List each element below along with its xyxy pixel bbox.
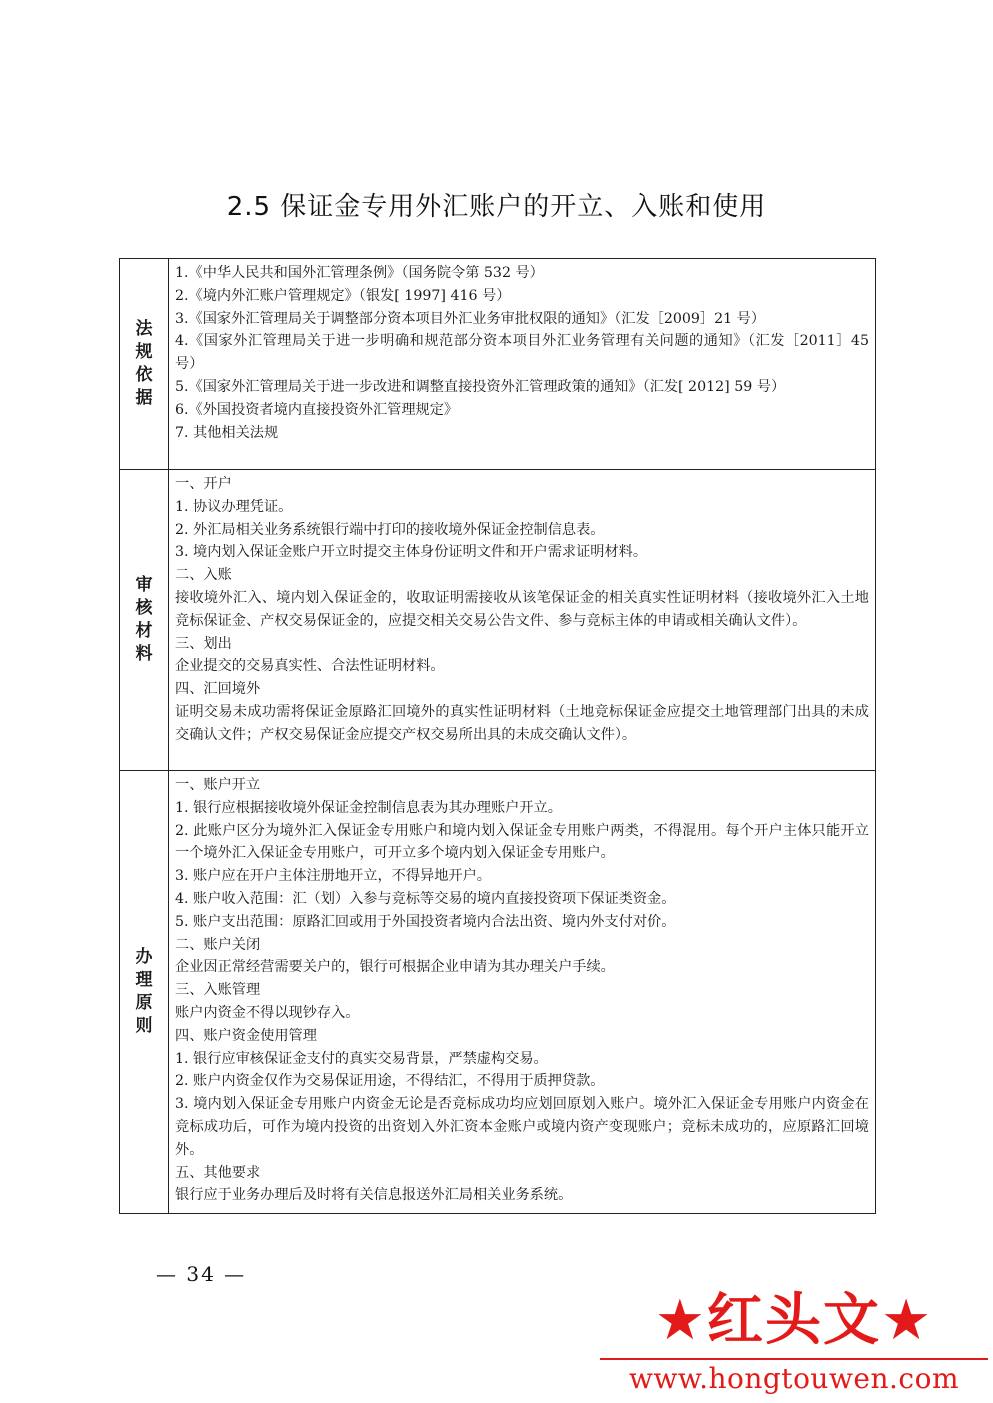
row-label-review-materials: 审核材料 (135, 575, 153, 664)
row-content-legal-basis (169, 259, 876, 470)
section-heading: 五、其他要求 (175, 1164, 261, 1181)
section-heading: 三、划出 (175, 635, 232, 652)
table-row (120, 470, 876, 771)
row-content-review-materials (169, 470, 876, 771)
paragraph: 企业因正常经营需要关户的，银行可根据企业申请为其办理关户手续。 (175, 959, 615, 976)
watermark-url: www.hongtouwen.com (628, 1362, 960, 1395)
list-item: 2. 账户内资金仅作为交易保证用途，不得结汇，不得用于质押贷款。 (175, 1073, 605, 1090)
row-label-cell (120, 259, 169, 470)
list-item: 3. 账户应在开户主体注册地开立，不得异地开户。 (175, 868, 491, 885)
document-title: 2.5 保证金专用外汇账户的开立、入账和使用 (226, 192, 767, 222)
section-heading: 一、账户开立 (175, 777, 261, 793)
list-item: 1. 银行应根据接收境外保证金控制信息表为其办理账户开立。 (175, 799, 562, 816)
paragraph: 银行应于业务办理后及时将有关信息报送外汇局相关业务系统。 (175, 1187, 573, 1204)
watermark-logo (600, 1288, 988, 1400)
watermark-divider (600, 1358, 988, 1360)
list-item: 7. 其他相关法规 (175, 424, 279, 441)
list-item: 2. 此账户区分为境外汇入保证金专用账户和境内划入保证金专用账户两类，不得混用。每个开户主体只能开立一个境外汇入保证金专用账户，可开立多个境内划入保证金专用账户。 (175, 822, 869, 862)
list-item: 3. 境内划入保证金账户开立时提交主体身份证明文件和开户需求证明材料。 (175, 544, 648, 561)
list-item: 6.《外国投资者境内直接投资外汇管理规定》 (175, 401, 459, 418)
list-item: 1. 协议办理凭证。 (175, 498, 293, 515)
section-heading: 三、入账管理 (175, 982, 261, 999)
row-label-handling-principles: 办理原则 (135, 947, 153, 1037)
section-heading: 一、开户 (175, 476, 232, 492)
paragraph: 账户内资金不得以现钞存入。 (175, 1004, 360, 1021)
list-item: 1. 银行应审核保证金支付的真实交易背景，严禁虚构交易。 (175, 1050, 548, 1067)
watermark-brand: ★红头文★ (654, 1288, 934, 1353)
list-item: 4. 账户收入范围：汇（划）入参与竞标等交易的境内直接投资项下保证类资金。 (175, 890, 676, 907)
list-item: 2.《境内外汇账户管理规定》（银发[ 1997] 416 号） (175, 287, 511, 304)
list-item: 5.《国家外汇管理局关于进一步改进和调整直接投资外汇管理政策的通知》（汇发[ 2012] 59 号） (175, 378, 786, 395)
page-number: — 34 — (156, 1262, 247, 1286)
row-label-legal-basis: 法规依据 (135, 319, 153, 408)
paragraph: 企业提交的交易真实性、合法性证明材料。 (175, 658, 445, 675)
section-heading: 四、账户资金使用管理 (175, 1027, 317, 1044)
table-row (120, 259, 876, 470)
row-content-handling-principles (169, 771, 876, 1214)
list-item: 3.《国家外汇管理局关于调整部分资本项目外汇业务审批权限的通知》（汇发［2009］21 号） (175, 310, 766, 327)
section-heading: 二、入账 (175, 567, 232, 584)
list-item: 2. 外汇局相关业务系统银行端中打印的接收境外保证金控制信息表。 (175, 521, 605, 538)
row-label-cell (120, 470, 169, 771)
paragraph: 接收境外汇入、境内划入保证金的，收取证明需接收从该笔保证金的相关真实性证明材料（接收境外汇入土地竞标保证金、产权交易保证金的，应提交相关交易公告文件、参与竞标主体的申请或相关确认文件）。 (175, 589, 869, 629)
section-heading: 二、账户关闭 (175, 936, 261, 953)
row-label-cell (120, 771, 169, 1214)
section-heading: 四、汇回境外 (175, 681, 261, 698)
table-row (120, 771, 876, 1214)
list-item: 4.《国家外汇管理局关于进一步明确和规范部分资本项目外汇业务管理有关问题的通知》（汇发［2011］45 号） (175, 333, 869, 373)
list-item: 5. 账户支出范围：原路汇回或用于外国投资者境内合法出资、境内外支付对价。 (175, 913, 676, 930)
policy-table (119, 258, 876, 1214)
paragraph: 证明交易未成功需将保证金原路汇回境外的真实性证明材料（土地竞标保证金应提交土地管理部门出具的未成交确认文件；产权交易保证金应提交产权交易所出具的未成交确认文件）。 (175, 703, 869, 743)
list-item: 3. 境内划入保证金专用账户内资金无论是否竞标成功均应划回原划入账户。境外汇入保证金专用账户内资金在竞标成功后，可作为境内投资的出资划入外汇资本金账户或境内资产变现账户；竞标未成功的，应原路汇回境外。 (175, 1096, 869, 1158)
list-item: 1.《中华人民共和国外汇管理条例》（国务院令第 532 号） (175, 265, 544, 281)
